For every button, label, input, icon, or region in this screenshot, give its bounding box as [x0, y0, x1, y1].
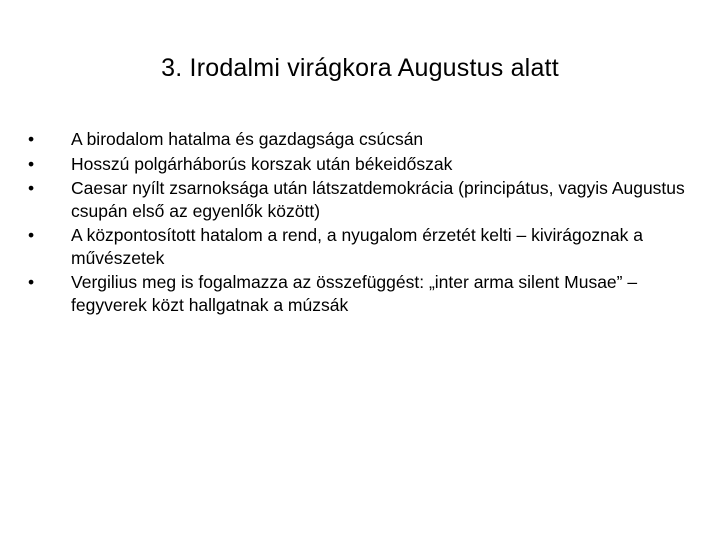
- slide-title: 3. Irodalmi virágkora Augustus alatt: [161, 54, 559, 82]
- bullet-text: Vergilius meg is fogalmazza az összefüggést: „inter arma silent Musae” – fegyverek közt hallgatnak a múzsák: [71, 272, 638, 315]
- bullet-item: [28, 177, 688, 222]
- bullet-list: [28, 128, 688, 318]
- bullet-text: Caesar nyílt zsarnoksága után látszatdemokrácia (principátus, vagyis Augustus csupán első az egyenlők között): [71, 178, 685, 221]
- bullet-text: A központosított hatalom a rend, a nyugalom érzetét kelti – kivirágoznak a művészetek: [71, 225, 643, 268]
- bullet-item: [28, 128, 688, 151]
- bullet-text: A birodalom hatalma és gazdagsága csúcsán: [71, 129, 424, 149]
- bullet-icon: •: [28, 178, 35, 198]
- bullet-icon: •: [28, 129, 35, 149]
- bullet-item: [28, 153, 688, 176]
- bullet-icon: •: [28, 225, 35, 245]
- bullet-item: [28, 271, 688, 316]
- bullet-item: [28, 224, 688, 269]
- bullet-icon: •: [28, 153, 35, 174]
- bullet-icon: •: [28, 272, 35, 292]
- bullet-text: Hosszú polgárháborús korszak után békeidőszak: [71, 153, 453, 174]
